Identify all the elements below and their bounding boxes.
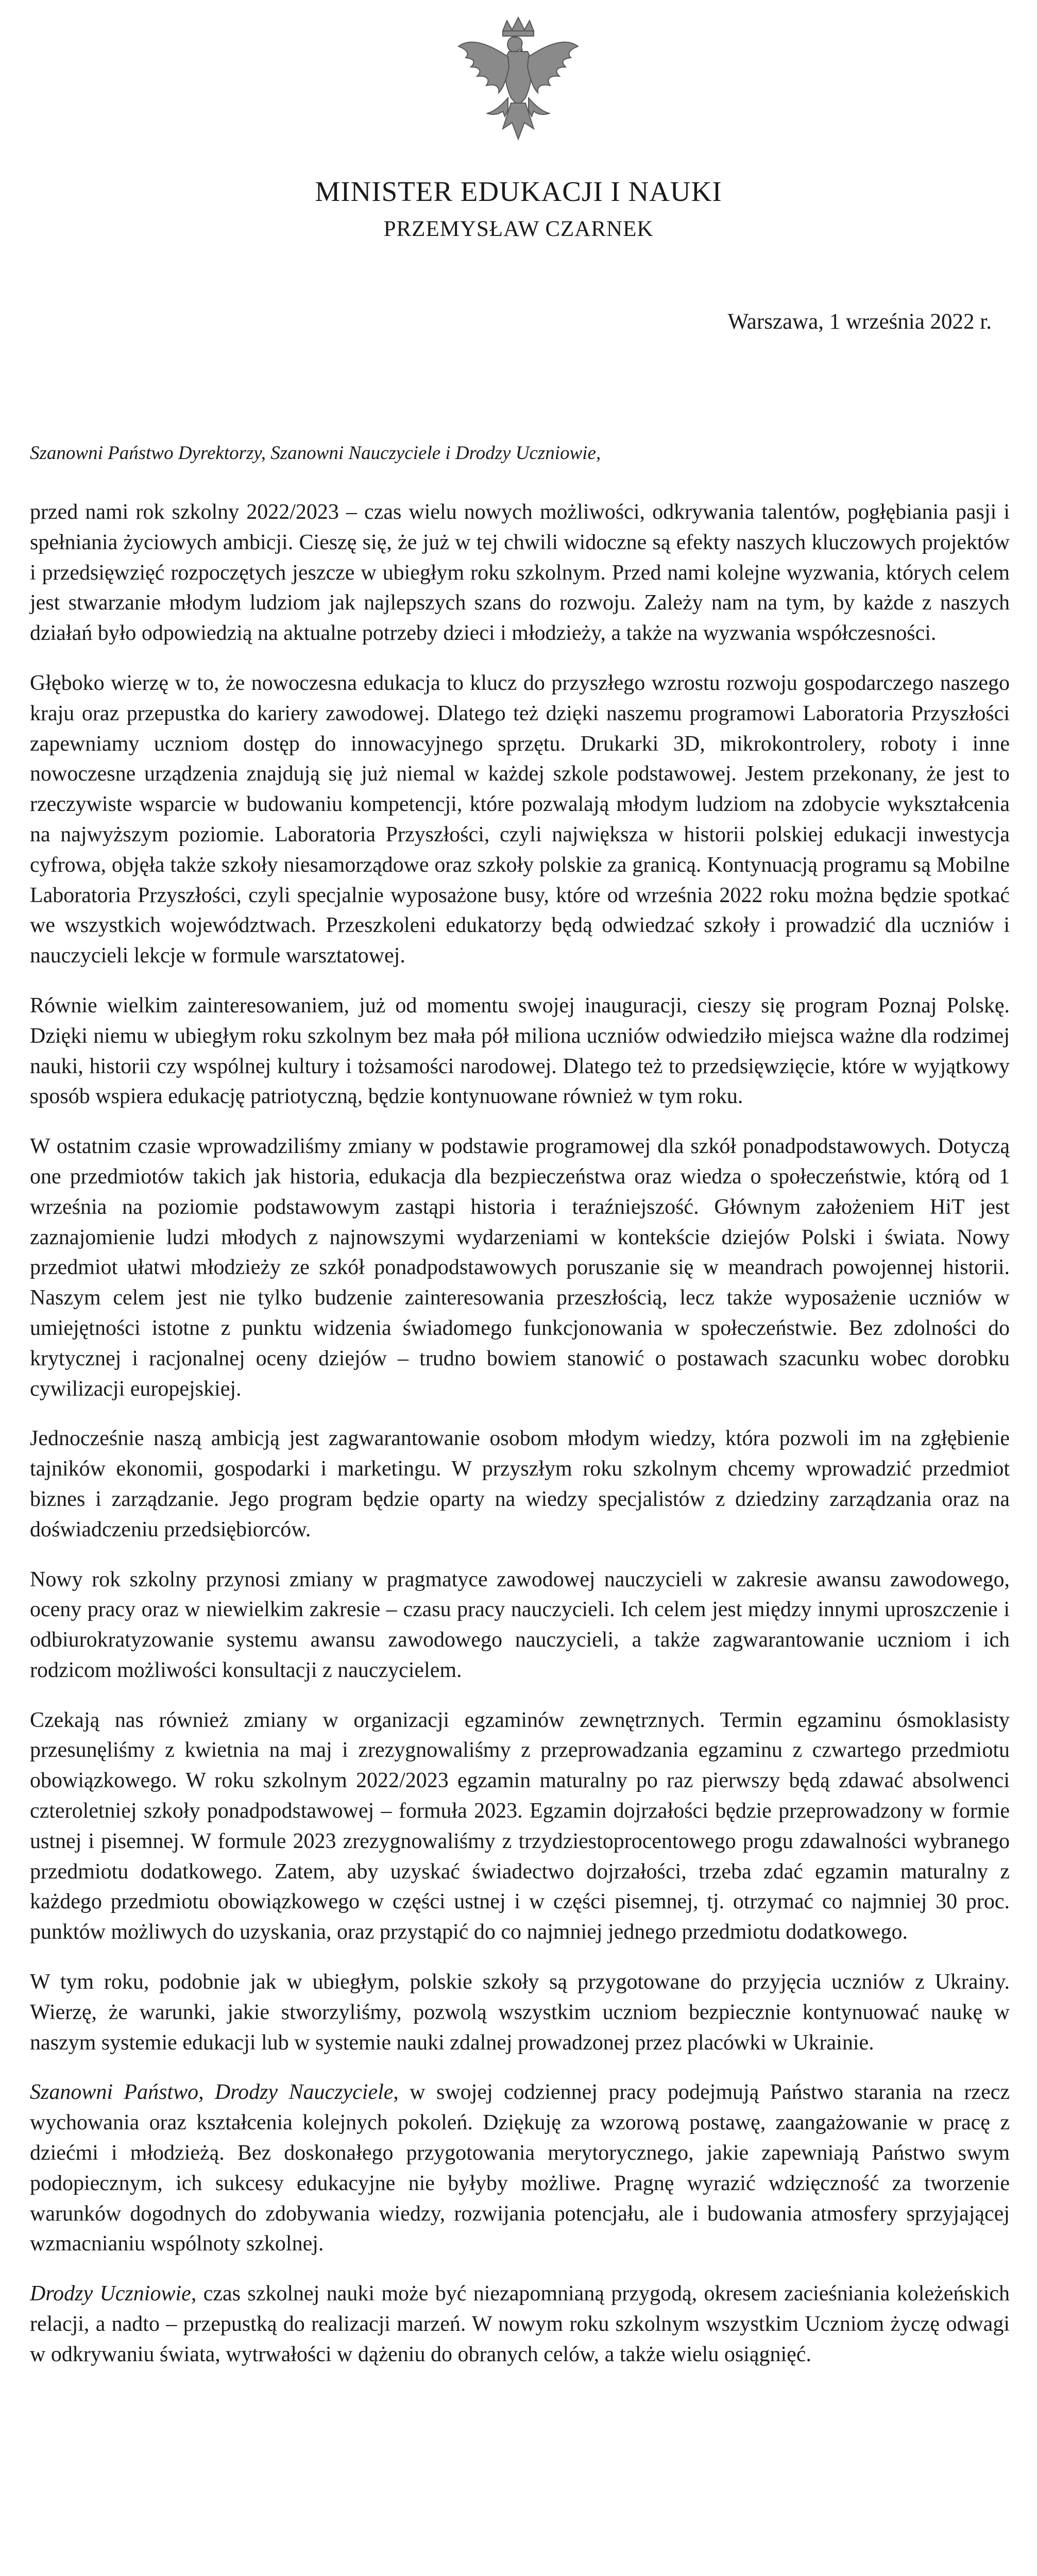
polish-eagle-emblem-icon: [451, 15, 585, 160]
paragraph-3: Równie wielkim zainteresowaniem, już od momentu swojej inauguracji, cieszy się program Poznaj Polskę. Dzięki niemu w ubiegłym roku szkolnym bez mała pół miliona uczniów odwiedziło miejsca ważne dla rodzimej nauki, historii czy wspólnej kultury i tożsamości narodowej. Dlatego też to przedsięwzięcie, które w wyjątkowy sposób wspiera edukację patriotyczną, będzie kontynuowane również w tym roku.: [30, 993, 1010, 1109]
students-lead: Drodzy Uczniowie: [30, 2282, 191, 2306]
teachers-lead: Szanowni Państwo, Drodzy Nauczyciele: [30, 2080, 394, 2105]
salutation: Szanowni Państwo Dyrektorzy, Szanowni Nauczyciele i Drodzy Uczniowie,: [30, 443, 601, 464]
paragraph-6: Nowy rok szkolny przynosi zmiany w pragmatyce zawodowej nauczycieli w zakresie awansu zawodowego, oceny pracy oraz w niewielkim zakresie – czasu pracy nauczycieli. Ich celem jest między innymi uproszczenie i odbiurokratyzowanie systemu awansu zawodowego nauczycieli, a także zagwarantowanie uczniom i ich rodzicom możliwości konsultacji z nauczycielem.: [30, 1567, 1010, 1682]
students-text: , czas szkolnej nauki może być niezapomnianą przygodą, okresem zacieśniania koleżeńskich relacji, a nadto – przepustką do realizacji marzeń. W nowym roku szkolnym wszystkim Uczniom życzę odwagi w odkrywaniu świata, wytrwałości w dążeniu do obranych celów, a także wielu osiągnięć.: [30, 2282, 1010, 2366]
paragraph-5: Jednocześnie naszą ambicją jest zagwarantowanie osobom młodym wiedzy, która pozwoli im na zgłębienie tajników ekonomii, gospodarki i marketingu. W przyszłym roku szkolnym chcemy wprowadzić przedmiot biznes i zarządzanie. Jego program będzie oparty na wiedzy specjalistów z dziedziny zarządzania oraz na doświadczeniu przedsiębiorców.: [30, 1427, 1010, 1541]
paragraph-2: Głęboko wierzę w to, że nowoczesna edukacja to klucz do przyszłego wzrostu rozwoju gospodarczego naszego kraju oraz przepustka do kariery zawodowej. Dlatego też dzięki naszemu programowi Laboratoria Przyszłości zapewniamy uczniom dostęp do innowacyjnego sprzętu. Drukarki 3D, mikrokontrolery, roboty i inne nowoczesne urządzenia znajdują się już niemal w każdej szkole podstawowej. Jestem przekonany, że jest to rzeczywiste wsparcie w budowaniu kompetencji, które pozwalają młodym ludziom na zdobycie wykształcenia na najwyższym poziomie. Laboratoria Przyszłości, czyli największa w historii polskiej edukacji inwestycja cyfrowa, objęła także szkoły niesamorządowe oraz szkoły polskie za granicą. Kontynuacją programu są Mobilne Laboratoria Przyszłości, czyli specjalnie wyposażone busy, które od września 2022 roku można będzie spotkać we wszystkich województwach. Przeszkoleni edukatorzy będą odwiedzać szkoły i prowadzić dla uczniów i nauczycieli lekcje w formule warsztatowej.: [30, 671, 1010, 968]
teachers-text: , w swojej codziennej pracy podejmują Państwo starania na rzecz wychowania oraz kształcenia kolejnych pokoleń. Dziękuję za wzorową postawę, zaangażowanie w pracę z dziećmi i młodzieżą. Bez doskonałego przygotowania merytorycznego, jakie zapewniają Państwo swym podopiecznym, ich sukcesy edukacyjne nie byłyby możliwe. Pragnę wyrazić wdzięczność za tworzenie warunków dogodnych do zdobywania wiedzy, rozwijania potencjału, ale i budowania atmosfery sprzyjającej wzmacnianiu wspólnoty szkolnej.: [30, 2080, 1010, 2256]
letter-body: [30, 497, 1010, 2389]
paragraph-students: [30, 2279, 1010, 2369]
paragraph-1: przed nami rok szkolny 2022/2023 – czas wielu nowych możliwości, odkrywania talentów, pogłębiania pasji i spełniania życiowych ambicji. Cieszę się, że już w tej chwili widoczne są efekty naszych kluczowych projektów i przedsięwzięć rozpoczętych jeszcze w ubiegłym roku szkolnym. Przed nami kolejne wyzwania, których celem jest stwarzanie młodym ludziom jak najlepszych szans do rozwoju. Zależy nam na tym, by każde z naszych działań było odpowiedzią na aktualne potrzeby dzieci i młodzieży, a także na wyzwania współczesności.: [30, 500, 1010, 646]
minister-name: PRZEMYSŁAW CZARNEK: [383, 217, 654, 241]
paragraph-8: W tym roku, podobnie jak w ubiegłym, polskie szkoły są przygotowane do przyjęcia uczniów z Ukrainy. Wierzę, że warunki, jakie stworzyliśmy, pozwolą wszystkim uczniom bezpiecznie kontynuować naukę w naszym systemie edukacji lub w systemie nauki zdalnej prowadzonej przez placówki w Ukrainie.: [30, 1970, 1010, 2055]
paragraph-4: W ostatnim czasie wprowadziliśmy zmiany w podstawie programowej dla szkół ponadpodstawowych. Dotyczą one przedmiotów takich jak historia, edukacja dla bezpieczeństwa oraz wiedza o społeczeństwie, którą od 1 września na poziomie podstawowym zastąpi historia i teraźniejszość. Głównym założeniem HiT jest zaznajomienie ludzi młodych z najnowszymi wydarzeniami w kontekście dziejów Polski i świata. Nowy przedmiot ułatwi młodzieży ze szkół ponadpodstawowych poruszanie się w meandrach powojennej historii. Naszym celem jest nie tylko budzenie zainteresowania przeszłością, lecz także wyposażenie uczniów w umiejętności istotne z punktu widzenia świadomego funkcjonowania w społeczeństwie. Bez zdolności do krytycznej i racjonalnej oceny dziejów – trudno bowiem stanowić o postawach szacunku wobec dorobku cywilizacji europejskiej.: [30, 1134, 1010, 1401]
minister-title: MINISTER EDUKACJI I NAUKI: [315, 176, 722, 207]
paragraph-7: Czekają nas również zmiany w organizacji egzaminów zewnętrznych. Termin egzaminu ósmoklasisty przesunęliśmy z kwietnia na maj i zrezygnowaliśmy z przeprowadzania egzaminu z czwartego przedmiotu obowiązkowego. W roku szkolnym 2022/2023 egzamin maturalny po raz pierwszy będą zdawać absolwenci czteroletniej szkoły ponadpodstawowej – formuła 2023. Egzamin dojrzałości będzie przeprowadzony w formie ustnej i pisemnej. W formule 2023 zrezygnowaliśmy z trzydziestoprocentowego progu zdawalności wybranego przedmiotu dodatkowego. Zatem, aby uzyskać świadectwo dojrzałości, trzeba zdać egzamin maturalny z każdego przedmiotu obowiązkowego w części ustnej i w części pisemnej, tj. otrzymać co najmniej 30 proc. punktów możliwych do uzyskania, oraz przystąpić do co najmniej jednego przedmiotu dodatkowego.: [30, 1708, 1010, 1944]
paragraph-teachers: [30, 2077, 1010, 2259]
letter-date: Warszawa, 1 września 2022 r.: [727, 310, 992, 334]
